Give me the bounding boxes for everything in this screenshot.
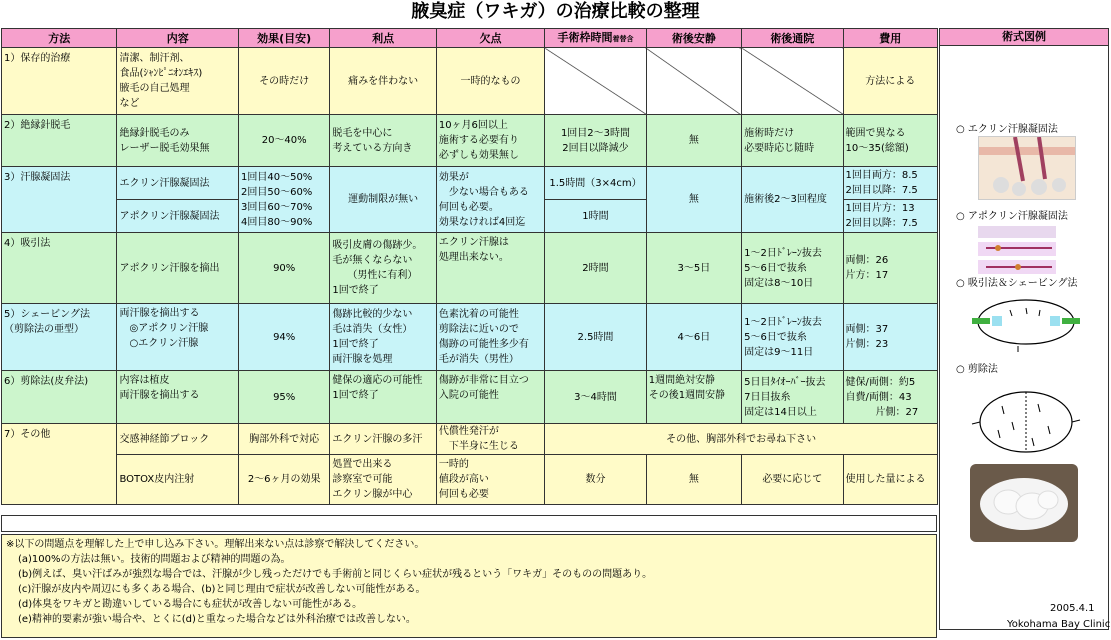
merit-cell: 運動制限が無い xyxy=(330,167,436,233)
header-time-label: 手術枠時間 xyxy=(557,30,613,44)
time-line: 1回目2〜3時間 xyxy=(560,127,631,139)
effect-cell: その時だけ xyxy=(239,48,330,115)
content-cell: アポクリン汗腺を摘出 xyxy=(117,233,239,304)
merit-line: 両汗腺を処理 xyxy=(332,354,393,365)
cost-line: 2回目以降：7.5 xyxy=(845,218,918,229)
demerit-line: 10ヶ月6回以上 xyxy=(438,120,508,131)
cost-line: 両側：37 xyxy=(845,324,889,335)
demerit-cell xyxy=(436,424,544,455)
merit-cell xyxy=(330,371,436,424)
content-line: 清潔、制汗剤、 xyxy=(119,53,190,64)
demerit-line: 効果が xyxy=(438,171,469,183)
visit-line: 固定は9〜11日 xyxy=(744,346,814,358)
header-time xyxy=(545,29,646,48)
content-line: ○エクリン汗腺 xyxy=(119,338,199,349)
suction-shaving-figure xyxy=(970,296,1082,356)
cost-line: 両側：26 xyxy=(845,255,889,266)
merit-line: 傷跡比較的少ない xyxy=(332,309,413,320)
effect-cell xyxy=(239,167,330,233)
demerit-line: 傷跡が非常に目立つ xyxy=(438,375,529,386)
visit-cell: 施術後2〜3回程度 xyxy=(742,167,843,233)
figure-label: ○ アポクリン汗腺凝固法 xyxy=(956,211,1068,222)
blank-row xyxy=(1,515,937,532)
rest-cell: 4〜6日 xyxy=(646,304,741,371)
header-cost: 費用 xyxy=(843,29,937,48)
rest-cell-empty xyxy=(646,48,741,115)
table-row xyxy=(2,304,938,371)
merit-line: 1回で終了 xyxy=(332,285,379,296)
clinic-name: Yokohama Bay Clinic xyxy=(1007,619,1111,630)
eccrine-coagulation-drawing xyxy=(979,137,1075,199)
content-cell xyxy=(117,371,239,424)
cost-line: 範囲で異なる xyxy=(845,127,906,139)
content-line: 腋毛の自己処理 xyxy=(119,83,190,94)
method-line: （剪除法の亜型） xyxy=(4,324,84,335)
header-method: 方法 xyxy=(2,29,117,48)
excision-figure xyxy=(970,382,1082,462)
cost-line: 健保/両側：約5 xyxy=(845,376,916,388)
method-cell: 7）その他 xyxy=(2,424,117,505)
cost-cell xyxy=(843,200,937,233)
header-time-note: 着替含 xyxy=(612,34,634,43)
visit-line: 施術時だけ xyxy=(744,127,795,139)
demerit-line: エクリン汗腺は xyxy=(438,237,509,248)
cost-line: 片側：27 xyxy=(845,406,919,418)
merit-line: 脱毛を中心に xyxy=(332,127,393,139)
effect-cell: 90% xyxy=(239,233,330,304)
excision-drawing xyxy=(970,382,1082,462)
demerit-line: 施術する必要有り xyxy=(438,135,519,146)
effect-cell: 20〜40% xyxy=(239,115,330,167)
demerit-line: 毛が消失（男性） xyxy=(438,354,519,365)
visit-cell xyxy=(742,371,843,424)
effect-line: 4回目80〜90% xyxy=(241,216,313,228)
merit-line: 毛が無くならない xyxy=(332,255,413,266)
time-cell: 2時間 xyxy=(545,233,646,304)
note-item: (c)汗腺が皮内や周辺にも多くある場合、(b)と同じ理由で症状が改善しない可能性がある。 xyxy=(18,584,426,595)
cost-cell xyxy=(843,304,937,371)
time-cell: 2.5時間 xyxy=(545,304,646,371)
content-cell xyxy=(117,304,239,371)
demerit-line: 入院の可能性 xyxy=(438,390,499,401)
cost-line: 1回目片方：13 xyxy=(845,203,915,214)
cost-cell: 使用した量による xyxy=(843,455,937,505)
content-cell xyxy=(117,115,239,167)
figure-label: ○ 吸引法＆シェービング法 xyxy=(956,278,1078,289)
content-line: レーザー脱毛効果無 xyxy=(119,142,210,154)
header-rest: 術後安静 xyxy=(646,29,741,48)
merit-line: 健保の適応の可能性 xyxy=(332,375,423,386)
header-demerit: 欠点 xyxy=(436,29,544,48)
figure-panel-body xyxy=(939,46,1109,630)
cost-line: 1回目両方：8.5 xyxy=(845,170,918,181)
merit-cell xyxy=(330,233,436,304)
demerit-line: 代償性発汗が xyxy=(438,426,499,437)
merit-line: 吸引皮膚の傷跡少。 xyxy=(332,240,423,251)
cost-cell xyxy=(843,115,937,167)
note-item: (d)体臭をワキガと勘違いしている場合にも症状が改善しない可能性がある。 xyxy=(18,599,363,610)
demerit-line: 色素沈着の可能性 xyxy=(438,309,519,320)
content-cell: BOTOX皮内注射 xyxy=(117,455,239,505)
header-effect: 効果(目安) xyxy=(239,29,330,48)
merit-cell: 痛みを伴わない xyxy=(330,48,436,115)
visit-line: 固定は8〜10日 xyxy=(744,277,814,289)
merit-line: 診察室で可能 xyxy=(332,474,393,485)
merit-cell xyxy=(330,304,436,371)
merit-line: 処置で出来る xyxy=(332,459,393,470)
suction-shaving-drawing xyxy=(970,296,1082,356)
merit-line: エクリン腺が中心 xyxy=(332,489,413,500)
method-cell: 4）吸引法 xyxy=(2,233,117,304)
table-row xyxy=(2,424,938,455)
figure-panel xyxy=(939,28,1109,630)
effect-line: 1回目40〜50% xyxy=(241,171,313,183)
cost-cell xyxy=(843,371,937,424)
visit-line: 1〜2日ﾄﾞﾚｰﾝ抜去 xyxy=(744,247,822,259)
demerit-line: 何回も必要。 xyxy=(438,201,499,213)
header-row xyxy=(2,29,938,48)
content-line: 絶縁針脱毛のみ xyxy=(119,127,190,139)
visit-line: 必要時応じ随時 xyxy=(744,142,815,154)
visit-line: 7日目抜糸 xyxy=(744,391,791,403)
merit-line: 考えている方向き xyxy=(332,142,413,154)
surgery-photo-drawing xyxy=(970,464,1078,542)
effect-cell: 2〜6ヶ月の効果 xyxy=(239,455,330,505)
time-cell xyxy=(545,115,646,167)
visit-line: 5〜6日で抜糸 xyxy=(744,262,807,274)
effect-cell: 胸部外科で対応 xyxy=(239,424,330,455)
content-cell: 交感神経節ブロック xyxy=(117,424,239,455)
demerit-line: 剪除法に近いので xyxy=(438,324,519,335)
page-title: 腋臭症（ワキガ）の治療比較の整理 xyxy=(411,1,700,22)
cost-cell: 方法による xyxy=(843,48,937,115)
demerit-cell xyxy=(436,167,544,233)
demerit-line: 傷跡の可能性多少有 xyxy=(438,339,529,350)
header-content: 内容 xyxy=(117,29,239,48)
cost-line: 2回目以降：7.5 xyxy=(845,185,918,196)
merit-line: 1回で終了 xyxy=(332,339,379,350)
demerit-cell xyxy=(436,371,544,424)
table-row xyxy=(2,233,938,304)
header-merit: 利点 xyxy=(330,29,436,48)
surgery-photo xyxy=(970,464,1078,542)
figure-label: ○ エクリン汗腺凝固法 xyxy=(956,124,1058,135)
figure-panel-header: 術式図例 xyxy=(939,28,1109,46)
method-cell: 1）保存的治療 xyxy=(2,48,117,115)
time-cell: 3〜4時間 xyxy=(545,371,646,424)
method-line: 5）シェービング法 xyxy=(4,309,90,320)
merit-cell: エクリン汗腺の多汗 xyxy=(330,424,436,455)
visit-line: 5日目ﾀｲｵｰﾊﾞｰ抜去 xyxy=(744,376,826,388)
time-cell-empty xyxy=(545,48,646,115)
demerit-cell xyxy=(436,233,544,304)
rest-cell: 3〜5日 xyxy=(646,233,741,304)
demerit-line: 必ずしも効果無し xyxy=(438,150,519,161)
note-item: (b)例えば、臭い汗ばみが強烈な場合では、汗腺が少し残っただけでも手術前と同じくらい症状が残るという「ワキガ」そのものの問題あり。 xyxy=(18,569,653,580)
note-item: (a)100%の方法は無い。技術的問題および精神的問題の為。 xyxy=(18,554,291,565)
content-line: 両汗腺を摘出する xyxy=(119,390,200,401)
demerit-line: 効果なければ4回迄 xyxy=(438,216,526,228)
apocrine-coagulation-drawing xyxy=(978,224,1056,276)
content-line: 食品(ｼｬﾝﾋﾟﾆｵﾝｴｷｽ) xyxy=(119,68,203,79)
demerit-cell xyxy=(436,115,544,167)
visit-cell xyxy=(742,304,843,371)
comparison-table xyxy=(1,28,938,505)
visit-cell xyxy=(742,115,843,167)
visit-cell xyxy=(742,233,843,304)
method-cell xyxy=(2,304,117,371)
header-visit: 術後通院 xyxy=(742,29,843,48)
cost-cell xyxy=(843,167,937,200)
table-row xyxy=(2,371,938,424)
cost-line: 10〜35(総額) xyxy=(845,142,909,154)
rest-cell: 無 xyxy=(646,167,741,233)
merit-line: （男性に有利） xyxy=(332,270,418,281)
table-row xyxy=(2,115,938,167)
demerit-cell xyxy=(436,455,544,505)
content-cell: エクリン汗腺凝固法 xyxy=(117,167,239,200)
time-cell: 1.5時間（3×4cm） xyxy=(545,167,646,200)
content-line: 内容は植皮 xyxy=(119,375,170,386)
merit-line: 毛は消失（女性） xyxy=(332,324,413,335)
document-date: 2005.4.1 xyxy=(1050,603,1095,614)
rest-line: 1週間絶対安静 xyxy=(648,375,716,386)
rest-cell: 無 xyxy=(646,455,741,505)
content-cell xyxy=(117,48,239,115)
figure-label: ○ 剪除法 xyxy=(956,364,998,375)
rest-line: その後1週間安静 xyxy=(648,390,726,401)
cost-cell xyxy=(843,233,937,304)
merit-cell xyxy=(330,455,436,505)
visit-line: 5〜6日で抜糸 xyxy=(744,331,807,343)
cost-line: 片方：17 xyxy=(845,270,889,281)
note-item: (e)精神的要素が強い場合や、とくに(d)と重なった場合などは外科治療では改善しない。 xyxy=(18,614,416,625)
method-cell: 6）剪除法(皮弁法) xyxy=(2,371,117,424)
effect-cell: 95% xyxy=(239,371,330,424)
rest-cell: 無 xyxy=(646,115,741,167)
merit-line: 1回で終了 xyxy=(332,390,379,401)
method-cell: 2）絶縁針脱毛 xyxy=(2,115,117,167)
time-line: 2回目以降減少 xyxy=(562,142,629,154)
content-line: ◎アポクリン汗腺 xyxy=(119,323,209,334)
merit-cell xyxy=(330,115,436,167)
table-row xyxy=(2,167,938,200)
eccrine-coagulation-figure xyxy=(978,136,1076,200)
content-line: 両汗腺を摘出する xyxy=(119,308,200,319)
time-cell: 1時間 xyxy=(545,200,646,233)
time-cell: 数分 xyxy=(545,455,646,505)
cost-line: 自費/両側：43 xyxy=(845,391,912,403)
visit-cell: 必要に応じて xyxy=(742,455,843,505)
table-row xyxy=(2,455,938,505)
demerit-line: 少ない場合もある xyxy=(438,186,529,198)
demerit-line: 一時的 xyxy=(438,459,469,470)
demerit-cell xyxy=(436,304,544,371)
visit-line: 固定は14日以上 xyxy=(744,406,817,418)
demerit-line: 下半身に生じる xyxy=(438,441,519,452)
demerit-line: 処理出来ない。 xyxy=(438,252,509,263)
notes-intro: ※以下の問題点を理解した上で申し込み下さい。理解出来ない点は診察で解決してください。 xyxy=(6,539,425,550)
content-line: など xyxy=(119,98,140,109)
rest-cell xyxy=(646,371,741,424)
notes-box xyxy=(1,534,937,638)
method-cell: 3）汗腺凝固法 xyxy=(2,167,117,233)
effect-line: 2回目50〜60% xyxy=(241,186,313,198)
demerit-line: 何回も必要 xyxy=(438,489,489,500)
visit-cell-empty xyxy=(742,48,843,115)
effect-cell: 94% xyxy=(239,304,330,371)
other-span-cell: その他、胸部外科でお尋ね下さい xyxy=(545,424,938,455)
visit-line: 1〜2日ﾄﾞﾚｰﾝ抜去 xyxy=(744,316,822,328)
table-row xyxy=(2,48,938,115)
demerit-cell: 一時的なもの xyxy=(436,48,544,115)
demerit-line: 値段が高い xyxy=(438,474,489,485)
apocrine-coagulation-figure xyxy=(978,224,1056,276)
cost-line: 片側：23 xyxy=(845,339,889,350)
content-cell: アポクリン汗腺凝固法 xyxy=(117,200,239,233)
effect-line: 3回目60〜70% xyxy=(241,201,313,213)
